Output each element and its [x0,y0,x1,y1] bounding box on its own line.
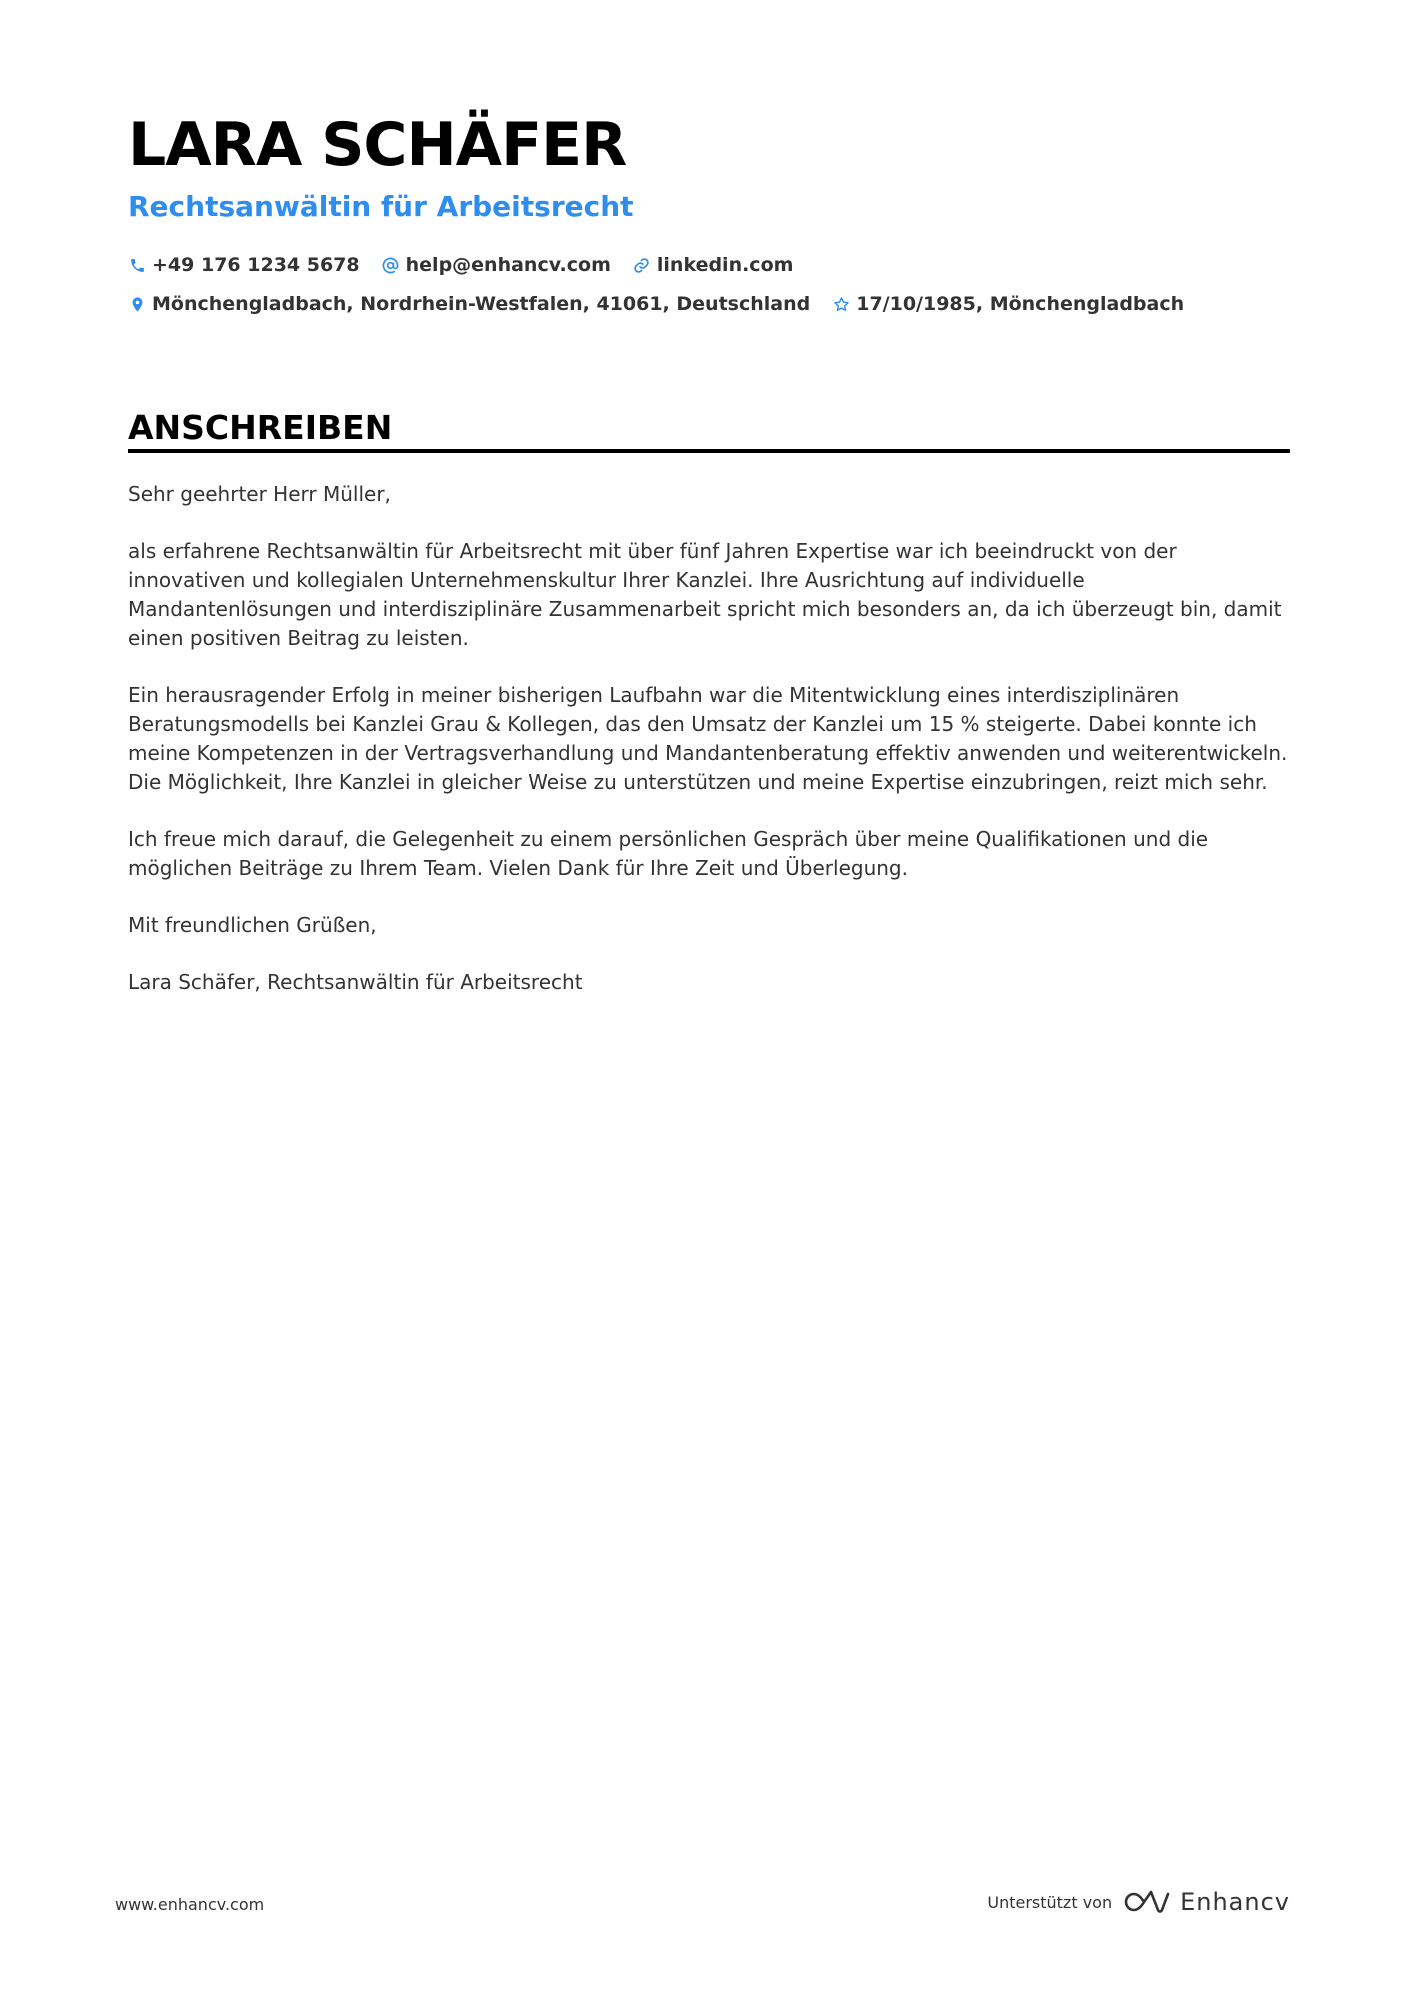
letter-paragraph: Ein herausragender Erfolg in meiner bisherigen Laufbahn war die Mitentwicklung eines interdisziplinären Beratungsmodells bei Kanzlei Grau & Kollegen, das den Umsatz der Kanzlei um 15 % steigerte. Dabei konnte ich meine Kompetenzen in der Vertragsverhandlung und Mandantenberatung effektiv anwenden und weiterentwickeln. Die Möglichkeit, Ihre Kanzlei in gleicher Weise zu unterstützen und meine Expertise einzubringen, reizt mich sehr. [128,683,1288,794]
at-icon [382,256,400,274]
footer-powered-by[interactable] [987,1888,1290,1916]
applicant-name: LARA SCHÄFER [128,110,627,180]
applicant-title: Rechtsanwältin für Arbeitsrecht [128,190,634,223]
contact-email[interactable] [382,254,611,276]
footer-website[interactable]: www.enhancv.com [115,1895,265,1914]
link-icon [633,256,651,274]
contact-phone-text: +49 176 1234 5678 [152,254,360,276]
phone-icon [128,256,146,274]
powered-by-label: Unterstützt von [987,1892,1113,1912]
section-divider [128,449,1290,453]
letter-body [128,480,1288,1025]
contact-row-secondary [128,293,1184,315]
letter-signature: Lara Schäfer, Rechtsanwältin für Arbeitsrecht [128,970,583,994]
letter-paragraph: Ich freue mich darauf, die Gelegenheit zu einem persönlichen Gespräch über meine Qualifikationen und die möglichen Beiträge zu Ihrem Team. Vielen Dank für Ihre Zeit und Überlegung. [128,827,1209,880]
contact-email-text[interactable]: help@enhancv.com [405,254,611,276]
contact-birth-text: 17/10/1985, Mönchengladbach [856,293,1185,315]
contact-phone [128,254,360,276]
letter-greeting: Sehr geehrter Herr Müller, [128,482,391,506]
section-title: ANSCHREIBEN [128,408,393,447]
star-icon [832,295,850,313]
contact-location [128,293,810,315]
contact-location-text: Mönchengladbach, Nordrhein-Westfalen, 41061, Deutschland [152,293,811,315]
brand-name: Enhancv [1180,1888,1290,1916]
contact-website-text[interactable]: linkedin.com [656,254,794,276]
contact-birth [832,293,1184,315]
brand-logo [1124,1888,1290,1916]
letter-paragraph: als erfahrene Rechtsanwältin für Arbeitsrecht mit über fünf Jahren Expertise war ich beeindruckt von der innovativen und kollegialen Unternehmenskultur Ihrer Kanzlei. Ihre Ausrichtung auf individuelle Mandantenlösungen und interdisziplinäre Zusammenarbeit spricht mich besonders an, da ich überzeugt bin, damit einen positiven Beitrag zu leisten. [128,539,1282,650]
letter-closing: Mit freundlichen Grüßen, [128,913,377,937]
contact-row-primary [128,254,793,276]
contact-website[interactable] [633,254,794,276]
location-pin-icon [128,295,146,313]
infinity-logo-icon [1124,1888,1172,1916]
